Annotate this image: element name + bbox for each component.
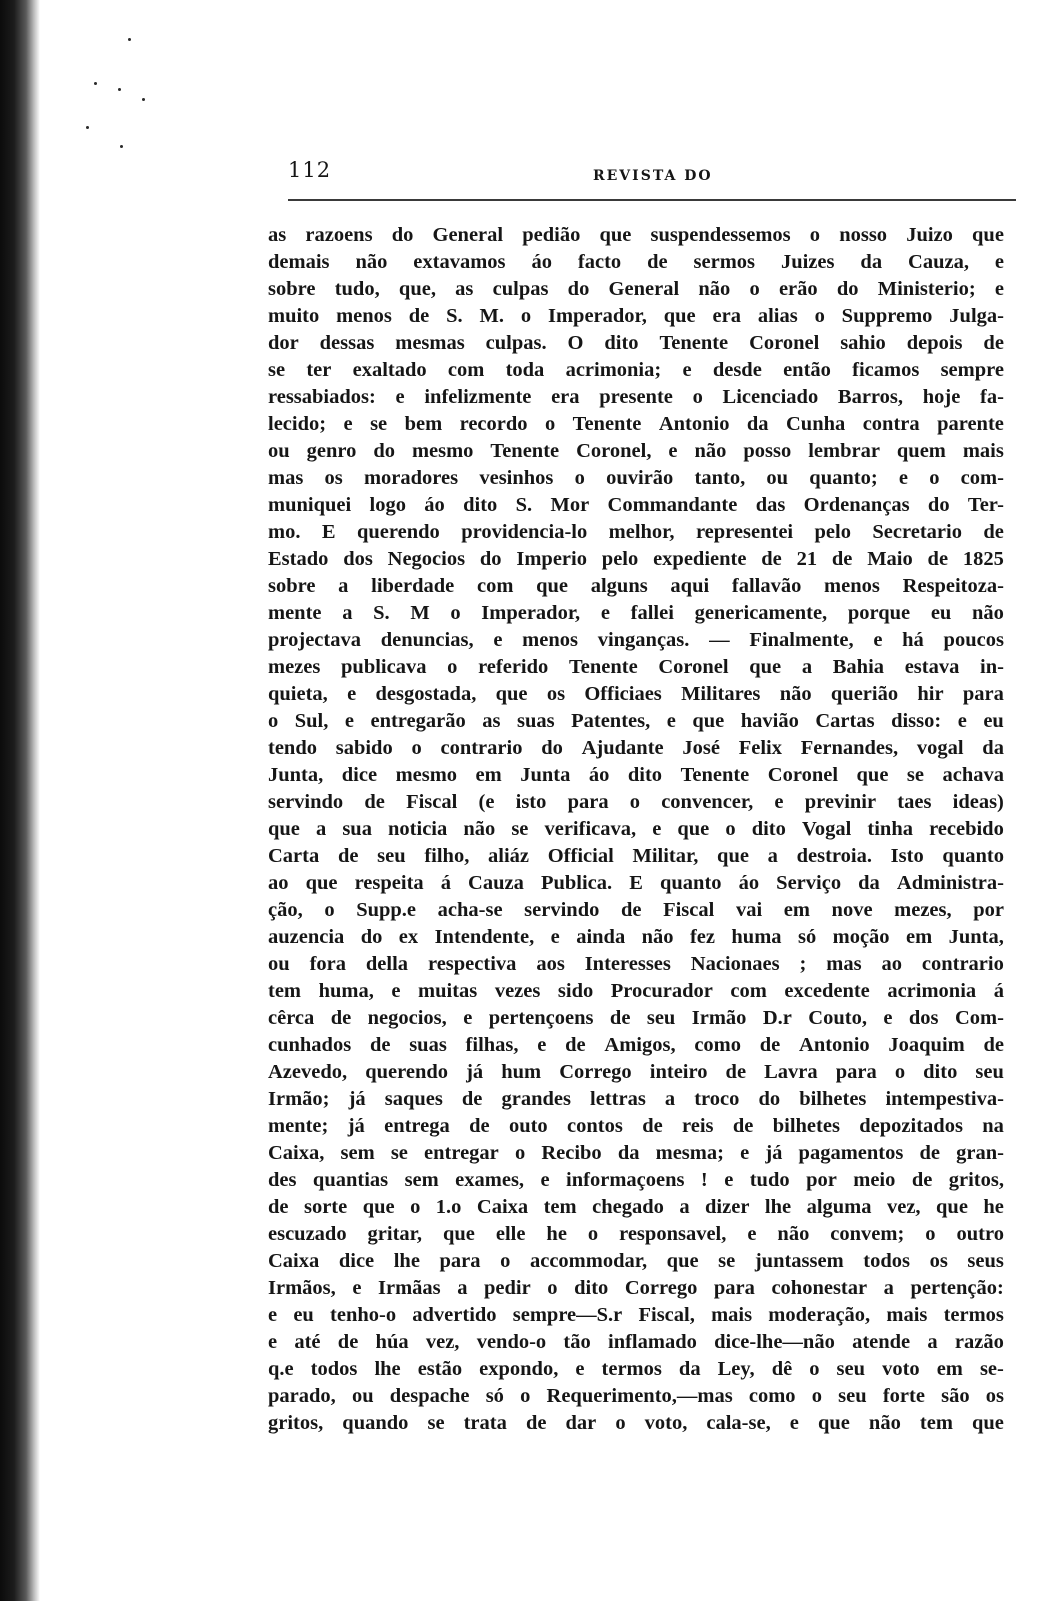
text-line: ao que respeita á Cauza Publica. E quanto áo Serviço da Administra- — [268, 872, 1004, 894]
text-line: ou genro do mesmo Tenente Coronel, e não posso lembrar quem mais — [268, 440, 1004, 462]
text-line: ção, o Supp.e acha-se servindo de Fiscal vai em nove mezes, por — [268, 899, 1004, 921]
scan-speck — [94, 82, 97, 85]
page-header — [288, 158, 1016, 194]
text-line: que a sua noticia não se verificava, e que o dito Vogal tinha recebido — [268, 818, 1004, 840]
text-line: muito menos de S. M. o Imperador, que era alias o Suppremo Julga- — [268, 305, 1004, 327]
text-line: mas os moradores vesinhos o ouvirão tanto, ou quanto; e o com- — [268, 467, 1004, 489]
text-line: Junta, dice mesmo em Junta áo dito Tenente Coronel que se achava — [268, 764, 1004, 786]
body-text — [268, 222, 1004, 1437]
text-line: tendo sabido o contrario do Ajudante José Felix Fernandes, vogal da — [268, 737, 1004, 759]
text-line: Caixa, sem se entregar o Recibo da mesma; e já pagamentos de gran- — [268, 1142, 1004, 1164]
running-title: REVISTA DO — [593, 168, 713, 184]
text-line: mo. E querendo providencia-lo melhor, representei pelo Secretario de — [268, 521, 1004, 543]
text-line: sobre a liberdade com que alguns aqui fallavão menos Respeitoza- — [268, 575, 1004, 597]
text-line: ou fora della respectiva aos Interesses Nacionaes ; mas ao contrario — [268, 953, 1004, 975]
text-line: lecido; e se bem recordo o Tenente Antonio da Cunha contra parente — [268, 413, 1004, 435]
text-line: quieta, e desgostada, que os Officiaes Militares não querião hir para — [268, 683, 1004, 705]
text-line: e eu tenho-o advertido sempre—S.r Fiscal, mais moderação, mais termos — [268, 1304, 1004, 1326]
text-line: parado, ou despache só o Requerimento,—mas como o seu forte são os — [268, 1385, 1004, 1407]
text-line: as razoens do General pedião que suspendessemos o nosso Juizo que — [268, 224, 1004, 246]
text-line: mente; já entrega de outo contos de reis de bilhetes depozitados na — [268, 1115, 1004, 1137]
text-line: Caixa dice lhe para o accommodar, que se juntassem todos os seus — [268, 1250, 1004, 1272]
text-line: sobre tudo, que, as culpas do General não o erão do Ministerio; e — [268, 278, 1004, 300]
text-line: muniquei logo áo dito S. Mor Commandante das Ordenanças do Ter- — [268, 494, 1004, 516]
text-line: o Sul, e entregarão as suas Patentes, e que havião Cartas disso: e eu — [268, 710, 1004, 732]
text-line: Irmãos, e Irmãas a pedir o dito Corrego para cohonestar a pertenção: — [268, 1277, 1004, 1299]
text-line: gritos, quando se trata de dar o voto, cala-se, e que não tem que — [268, 1412, 1004, 1434]
text-line: demais não extavamos áo facto de sermos Juizes da Cauza, e — [268, 251, 1004, 273]
text-line: servindo de Fiscal (e isto para o convencer, e previnir taes ideas) — [268, 791, 1004, 813]
scan-speck — [128, 38, 131, 41]
text-line: cêrca de negocios, e pertençoens de seu Irmão D.r Couto, e dos Com- — [268, 1007, 1004, 1029]
text-line: auzencia do ex Intendente, e ainda não fez huma só moção em Junta, — [268, 926, 1004, 948]
page-number: 112 — [288, 158, 332, 182]
text-line: q.e todos lhe estão expondo, e termos da Ley, dê o seu voto em se- — [268, 1358, 1004, 1380]
text-line: tem huma, e muitas vezes sido Procurador com excedente acrimonia á — [268, 980, 1004, 1002]
text-line: Estado dos Negocios do Imperio pelo expediente de 21 de Maio de 1825 — [268, 548, 1004, 570]
text-line: Azevedo, querendo já hum Corrego inteiro de Lavra para o dito seu — [268, 1061, 1004, 1083]
text-line: escuzado gritar, que elle he o responsavel, e não convem; o outro — [268, 1223, 1004, 1245]
scan-speck — [120, 145, 123, 148]
text-line: cunhados de suas filhas, e de Amigos, como de Antonio Joaquim de — [268, 1034, 1004, 1056]
header-rule — [288, 199, 1016, 201]
text-line: Irmão; já saques de grandes lettras a troco do bilhetes intempestiva- — [268, 1088, 1004, 1110]
scan-binding-edge — [0, 0, 40, 1601]
text-line: dor dessas mesmas culpas. O dito Tenente Coronel sahio depois de — [268, 332, 1004, 354]
scan-speck — [86, 126, 89, 129]
scan-speck — [142, 98, 145, 101]
text-line: e até de húa vez, vendo-o tão inflamado dice-lhe—não atende a razão — [268, 1331, 1004, 1353]
text-line: mezes publicava o referido Tenente Coronel que a Bahia estava in- — [268, 656, 1004, 678]
text-line: se ter exaltado com toda acrimonia; e desde então ficamos sempre — [268, 359, 1004, 381]
text-line: mente a S. M o Imperador, e fallei genericamente, porque eu não — [268, 602, 1004, 624]
text-line: ressabiados: e infelizmente era presente o Licenciado Barros, hoje fa- — [268, 386, 1004, 408]
text-line: Carta de seu filho, aliáz Official Militar, que a destroia. Isto quanto — [268, 845, 1004, 867]
scan-speck — [118, 88, 121, 91]
text-line: projectava denuncias, e menos vinganças. — Finalmente, e há poucos — [268, 629, 1004, 651]
text-line: de sorte que o 1.o Caixa tem chegado a dizer lhe alguma vez, que he — [268, 1196, 1004, 1218]
text-line: des quantias sem exames, e informaçoens ! e tudo por meio de gritos, — [268, 1169, 1004, 1191]
